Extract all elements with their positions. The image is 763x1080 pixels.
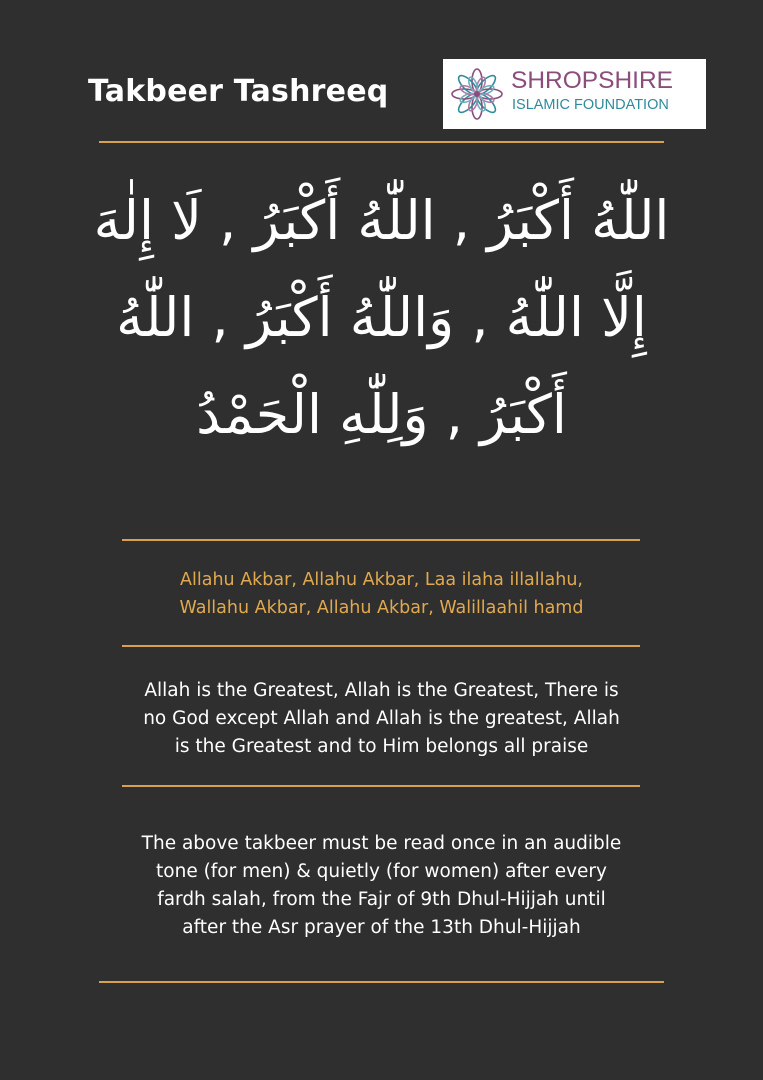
transliteration-line: Allahu Akbar, Allahu Akbar, Laa ilaha illallahu,: [180, 570, 583, 590]
instructions-line: tone (for men) & quietly (for women) after every: [156, 861, 607, 882]
transliteration-text: [60, 566, 703, 622]
translation-line: no God except Allah and Allah is the greatest, Allah: [143, 708, 620, 729]
translation-text: [60, 677, 703, 761]
transliteration-line: Wallahu Akbar, Allahu Akbar, Walillaahil hamd: [179, 598, 584, 618]
shropshire-islamic-foundation-logo: [443, 59, 706, 129]
logo-subtitle-line: ISLAMIC FOUNDATION: [512, 97, 669, 113]
divider-above-instructions: [122, 785, 640, 787]
mandala-icon: [451, 68, 503, 120]
instructions-line: fardh salah, from the Fajr of 9th Dhul-Hijjah until: [157, 889, 606, 910]
instructions-line: The above takbeer must be read once in an audible: [141, 833, 622, 854]
divider-above-transliteration: [122, 539, 640, 541]
instructions-line: after the Asr prayer of the 13th Dhul-Hijjah: [182, 917, 581, 938]
arabic-line: أَكْبَرُ , وَلِلّٰهِ الْحَمْدُ: [196, 383, 567, 446]
arabic-takbeer-text: [60, 172, 703, 463]
arabic-line: اللّٰهُ أَكْبَرُ , اللّٰهُ أَكْبَرُ , لَا إِلٰهَ: [93, 189, 670, 252]
bottom-divider: [99, 981, 664, 983]
translation-line: Allah is the Greatest, Allah is the Greatest, There is: [144, 680, 619, 701]
arabic-line: إِلَّا اللّٰهُ , وَاللّٰهُ أَكْبَرُ , اللّٰهُ: [116, 286, 647, 349]
instructions-text: [60, 830, 703, 942]
translation-line: is the Greatest and to Him belongs all praise: [174, 736, 589, 757]
page-title: Takbeer Tashreeq: [88, 74, 389, 109]
top-divider: [99, 141, 664, 143]
divider-above-translation: [122, 645, 640, 647]
logo-name-line: SHROPSHIRE: [511, 67, 674, 94]
